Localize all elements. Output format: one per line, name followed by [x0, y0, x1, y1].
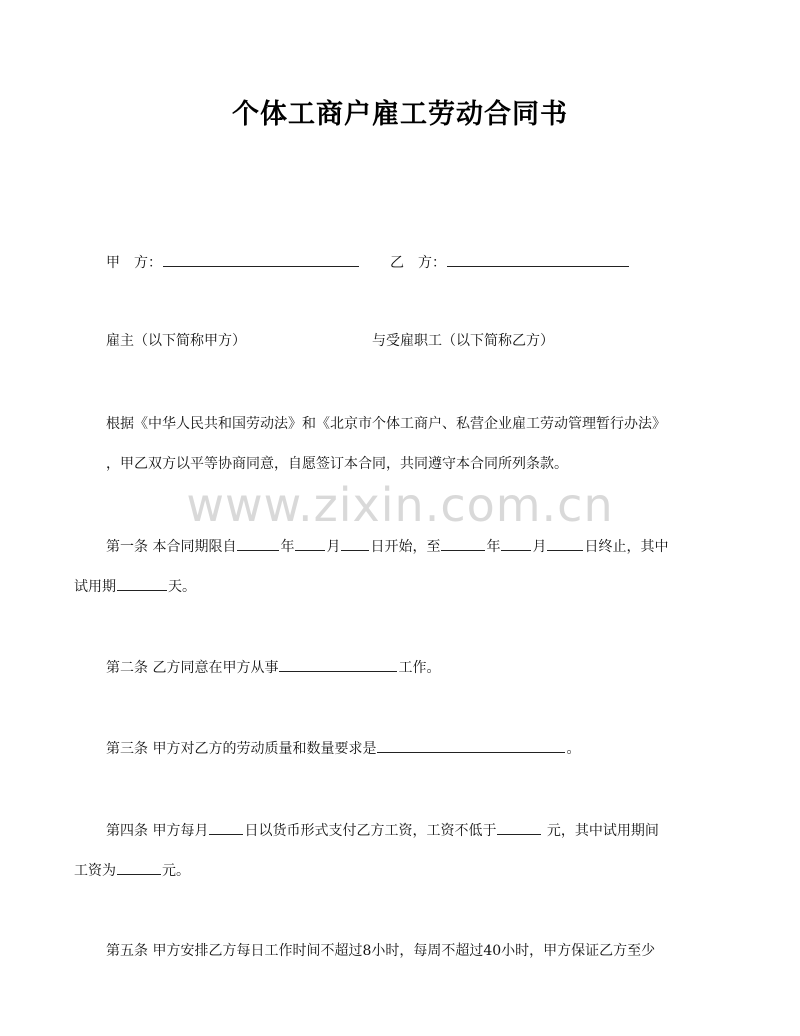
article-4-tail: 元，其中试用期间 — [542, 823, 659, 839]
end-day-blank[interactable] — [547, 535, 583, 551]
party-b-blank[interactable] — [447, 251, 629, 267]
article-3-text: 第三条 甲方对乙方的劳动质量和数量要求是 — [106, 741, 377, 757]
party-a-blank[interactable] — [163, 251, 359, 267]
days-text: 天。 — [168, 579, 196, 595]
article-1-line-2 — [74, 575, 196, 597]
end-day-text: 日终止，其中 — [584, 539, 669, 555]
pay-day-blank[interactable] — [209, 819, 243, 835]
trial-text: 试用期 — [74, 579, 116, 595]
employee-text: 与受雇职工（以下简称乙方） — [372, 333, 554, 349]
party-b-label: 乙 方： — [390, 255, 446, 271]
preamble-line-2: ，甲乙双方以平等协商同意，自愿签订本合同，共同遵守本合同所列条款。 — [106, 456, 568, 472]
document-title: 个体工商户雇工劳动合同书 — [232, 99, 568, 130]
year2-text: 年 — [486, 539, 501, 555]
article-4-mid: 日以货币形式支付乙方工资，工资不低于 — [244, 823, 497, 839]
article-2-text: 第二条 乙方同意在甲方从事 — [106, 660, 279, 676]
start-month-blank[interactable] — [295, 535, 325, 551]
article-4-line-1 — [106, 819, 659, 841]
employer-text: 雇主（以下简称甲方） — [106, 333, 246, 349]
min-wage-blank[interactable] — [497, 819, 541, 835]
article-1-line-1 — [106, 535, 668, 557]
article-1-text: 第一条 本合同期限自 — [106, 539, 237, 555]
watermark: www.zixin.com.cn — [186, 478, 614, 532]
yuan-text: 元。 — [162, 863, 190, 879]
parties-line — [106, 251, 630, 273]
job-blank[interactable] — [279, 656, 397, 672]
month2-text: 月 — [532, 539, 547, 555]
month-text: 月 — [326, 539, 341, 555]
article-3-end: 。 — [566, 741, 581, 757]
year-text: 年 — [280, 539, 295, 555]
start-day-blank[interactable] — [341, 535, 369, 551]
trial-wage-text: 工资为 — [74, 863, 116, 879]
party-a-label: 甲 方： — [106, 255, 162, 271]
preamble-line-1: 根据《中华人民共和国劳动法》和《北京市个体工商户、私营企业雇工劳动管理暂行办法》 — [106, 416, 666, 432]
end-year-blank[interactable] — [441, 535, 485, 551]
start-year-blank[interactable] — [237, 535, 279, 551]
end-month-blank[interactable] — [501, 535, 531, 551]
article-4-text: 第四条 甲方每月 — [106, 823, 209, 839]
start-day-text: 日开始，至 — [370, 539, 441, 555]
intro-line — [106, 331, 554, 351]
article-2-end: 工作。 — [398, 660, 441, 676]
article-3-line — [106, 737, 580, 759]
trial-days-blank[interactable] — [117, 575, 167, 591]
article-2-line — [106, 656, 440, 678]
trial-wage-blank[interactable] — [117, 859, 161, 875]
requirement-blank[interactable] — [377, 737, 565, 753]
article-4-line-2 — [74, 859, 190, 881]
article-5-line: 第五条 甲方安排乙方每日工作时间不超过8小时，每周不超过40小时，甲方保证乙方至少 — [106, 943, 656, 959]
